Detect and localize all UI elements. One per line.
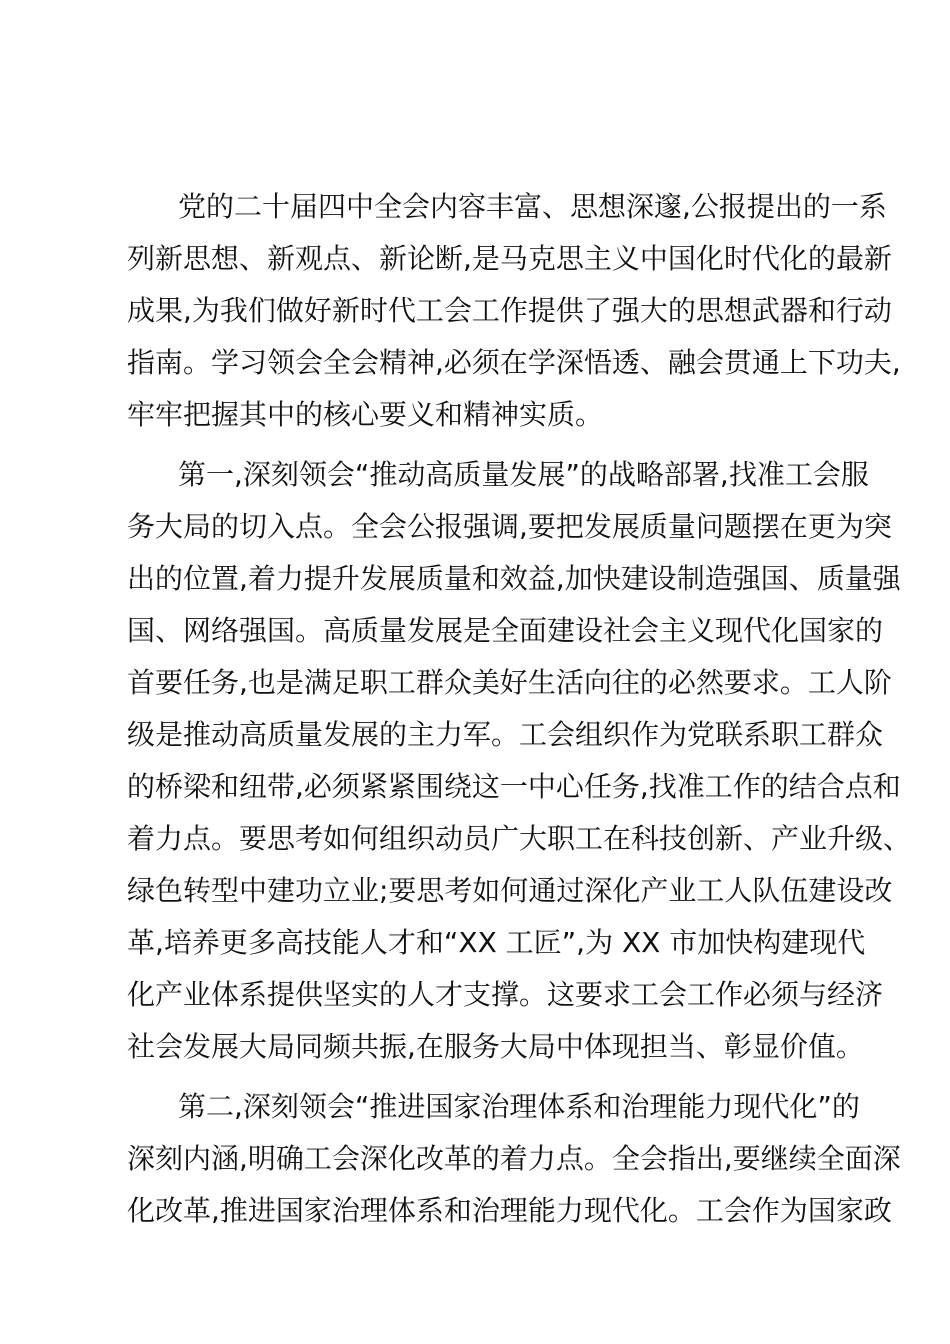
document-body xyxy=(127,181,912,1237)
text-line: 牢牢把握其中的核心要义和精神实质。 xyxy=(127,398,604,431)
text-line: 深刻内涵,明确工会深化改革的着力点。全会指出,要继续全面深 xyxy=(127,1142,901,1175)
text-line: 级是推动高质量发展的主力军。工会组织作为党联系职工群众 xyxy=(127,718,884,751)
text-line: 党的二十届四中全会内容丰富、思想深邃,公报提出的一系 xyxy=(178,190,887,223)
text-line: 出的位置,着力提升发展质量和效益,加快建设制造强国、质量强 xyxy=(127,562,901,595)
text-line: 第二,深刻领会“推进国家治理体系和治理能力现代化”的 xyxy=(178,1090,860,1123)
text-line: 指南。学习领会全会精神,必须在学深悟透、融会贯通上下功夫, xyxy=(127,346,901,379)
paragraph-2 xyxy=(127,449,912,1073)
paragraph-3 xyxy=(127,1081,901,1237)
text-line: 化改革,推进国家治理体系和治理能力现代化。工会作为国家政 xyxy=(127,1194,892,1227)
text-line: 的桥梁和纽带,必须紧紧围绕这一中心任务,找准工作的结合点和 xyxy=(127,770,901,803)
text-line: 第一,深刻领会“推动高质量发展”的战略部署,找准工会服 xyxy=(178,458,869,491)
text-line: 绿色转型中建功立业;要思考如何通过深化产业工人队伍建设改 xyxy=(127,874,893,907)
text-line: 首要任务,也是满足职工群众美好生活向往的必然要求。工人阶 xyxy=(127,666,892,699)
text-line: 务大局的切入点。全会公报强调,要把发展质量问题摆在更为突 xyxy=(127,510,892,543)
text-line: 革,培养更多高技能人才和“XX 工匠”,为 XX 市加快构建现代 xyxy=(127,926,866,959)
text-line: 着力点。要思考如何组织动员广大职工在科技创新、产业升级、 xyxy=(127,822,912,855)
text-line: 国、网络强国。高质量发展是全面建设社会主义现代化国家的 xyxy=(127,614,884,647)
paragraph-1 xyxy=(127,181,901,441)
text-line: 成果,为我们做好新时代工会工作提供了强大的思想武器和行动 xyxy=(127,294,892,327)
text-line: 列新思想、新观点、新论断,是马克思主义中国化时代化的最新 xyxy=(127,242,892,275)
text-line: 化产业体系提供坚实的人才支撑。这要求工会工作必须与经济 xyxy=(127,978,884,1011)
text-line: 社会发展大局同频共振,在服务大局中体现担当、彰显价值。 xyxy=(127,1030,864,1063)
